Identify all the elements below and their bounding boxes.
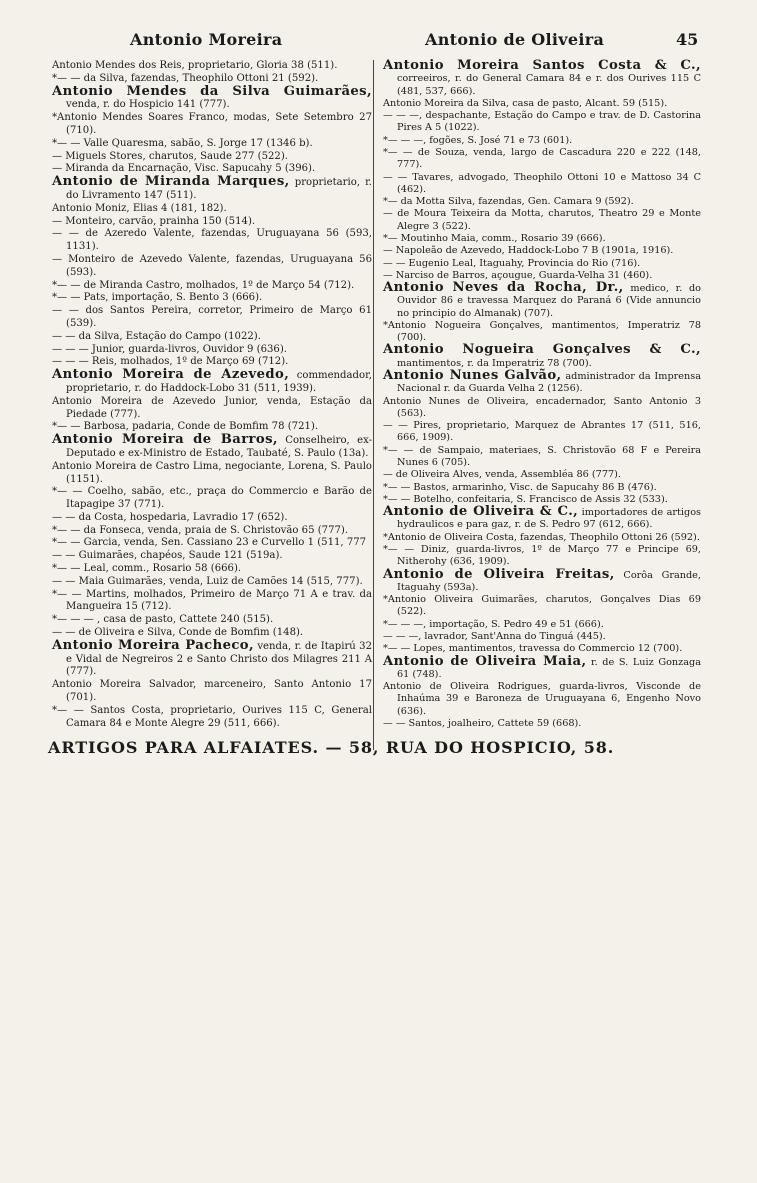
entry-text: *— — Barbosa, padaria, Conde de Bomfim 78 (721). — [52, 421, 319, 433]
directory-entry — [52, 461, 372, 487]
page-number: 45 — [676, 30, 699, 49]
entry-text: *— — da Fonseca, venda, praia de S. Christovão 65 (777). — [52, 524, 349, 536]
entry-name: Antonio Moreira Pacheco, — [52, 637, 254, 653]
entry-text: — Monteiro de Azevedo Valente, fazendas, Uruguayana 56 (593). — [52, 253, 372, 278]
directory-entry — [52, 60, 372, 73]
footer-advert: ARTIGOS PARA ALFAIATES. — 58, RUA DO HOSPICIO, 58. — [48, 738, 615, 757]
entry-text: — — da Silva, Estação do Campo (1022). — [52, 330, 261, 342]
directory-entry — [52, 331, 372, 344]
entry-text: Antonio Moreira de Azevedo Junior, venda, Estação da Piedade (777). — [52, 395, 372, 420]
directory-entry — [383, 208, 701, 233]
entry-text: — — dos Santos Pereira, corretor, Primeiro de Março 61 (539). — [52, 305, 372, 329]
header-right-title: Antonio de Oliveira — [425, 30, 605, 49]
directory-entry — [383, 718, 701, 730]
directory-entry — [383, 172, 701, 197]
entry-text: Antonio Mendes dos Reis, proprietario, Gloria 38 (511). — [52, 60, 338, 71]
entry-text: — — de Oliveira e Silva, Conde de Bomfim (148). — [52, 627, 304, 639]
entry-text: *Antonio Mendes Soares Franco, modas, Sete Setembro 27 (710). — [52, 112, 372, 136]
directory-entry — [383, 653, 701, 682]
entry-text: Conselheiro, ex-Deputado e ex-Ministro de Estado, Taubaté, S. Paulo (13a). — [66, 435, 372, 459]
directory-entry — [52, 254, 372, 280]
entry-text: venda, r. de Itapirú 32 e Vidal de Negreiros 2 e Santo Christo dos Milagres 211 A (777). — [66, 640, 372, 678]
entry-text: proprietario, r. do Livramento 147 (511). — [66, 177, 372, 201]
entry-name: Antonio de Oliveira Maia, — [383, 653, 587, 669]
entry-text: — — — Reis, molhados, 1º de Março 69 (712). — [52, 356, 289, 368]
directory-entry — [383, 233, 701, 245]
entry-text: Antonio Moreira Salvador, marceneiro, Santo Antonio 17 (701). — [52, 679, 372, 704]
directory-entry — [52, 151, 372, 164]
directory-entry — [52, 486, 372, 512]
entry-text: importadores de artigos hydraulicos e para gaz, r. de S. Pedro 97 (612, 666). — [397, 507, 701, 531]
entry-text: *— — Valle Quaresma, sabão, S. Jorge 17 (1346 b). — [52, 137, 313, 149]
directory-entry — [383, 135, 701, 147]
entry-text: — Napoleão de Azevedo, Haddock-Lobo 7 B (1901a, 1916). — [383, 245, 674, 257]
entry-name: Antonio Nogueira Gonçalves & C., — [383, 342, 701, 358]
directory-entry — [383, 631, 701, 643]
entry-text: — — Santos, joalheiro, Cattete 59 (668). — [383, 717, 582, 729]
left-column — [52, 60, 372, 730]
entry-text: medico, r. do Ouvidor 86 e travessa Marquez do Paraná 6 (Vide annuncio no principio do Almanak) (707). — [397, 283, 702, 319]
directory-entry — [52, 112, 372, 138]
entry-text: *— — Lopes, mantimentos, travessa do Commercio 12 (700). — [383, 643, 683, 655]
directory-entry — [52, 292, 372, 305]
entry-text: mantimentos, r. da Imperatriz 78 (700). — [397, 357, 592, 369]
entry-name: Antonio Mendes da Silva Guimarães, — [52, 83, 372, 99]
entry-name: Antonio de Oliveira Freitas, — [383, 566, 615, 582]
entry-text: *— — Santos Costa, proprietario, Ourives 115 C, General Camara 84 e Monte Alegre 29 (511, 666). — [52, 704, 372, 729]
directory-entry — [383, 532, 701, 544]
column-divider — [373, 60, 374, 750]
directory-entry — [52, 369, 372, 396]
entry-text: — Narciso de Barros, açougue, Guarda-Velha 31 (460). — [383, 269, 653, 281]
directory-entry — [52, 679, 372, 705]
directory-entry — [383, 594, 701, 619]
directory-entry — [383, 147, 701, 172]
entry-text: *— — Leal, comm., Rosario 58 (666). — [52, 563, 242, 575]
directory-entry — [383, 245, 701, 257]
entry-text: venda, r. do Hospicio 141 (777). — [66, 99, 230, 111]
entry-text: — — Eugenio Leal, Itaguahy, Provincia do Rio (716). — [383, 257, 641, 269]
directory-entry — [52, 525, 372, 538]
directory-entry — [52, 228, 372, 254]
entry-text: *— — —, fogões, S. José 71 e 73 (601). — [383, 134, 573, 146]
entry-text: *Antonio de Oliveira Costa, fazendas, Theophilo Ottoni 26 (592). — [383, 531, 700, 543]
entry-text: — — —, lavrador, Sant'Anna do Tinguá (445). — [383, 630, 606, 642]
entry-text: — de Oliveira Alves, venda, Assembléa 86 (777). — [383, 469, 622, 481]
directory-entry — [383, 396, 701, 421]
entry-text: — Monteiro, carvão, prainha 150 (514). — [52, 215, 256, 227]
entry-text: commendador, proprietario, r. do Haddock-Lobo 31 (511, 1939). — [66, 370, 373, 394]
directory-entry — [52, 83, 372, 113]
directory-entry — [52, 138, 372, 151]
directory-entry — [383, 282, 701, 320]
directory-entry — [383, 506, 701, 532]
entry-text: *Antonio Oliveira Guimarães, charutos, Gonçalves Dias 69 (522). — [383, 594, 701, 618]
entry-text: correeiros, r. do General Camara 84 e r. dos Ourives 115 C (481, 537, 666). — [397, 73, 701, 97]
entry-text: *— — Martins, molhados, Primeiro de Março 71 A e trav. da Mangueira 15 (712). — [52, 588, 372, 613]
entry-text: — — de Azeredo Valente, fazendas, Uruguayana 56 (593, 1131). — [52, 228, 372, 253]
entry-text: — de Moura Teixeira da Motta, charutos, Theatro 29 e Monte Alegre 3 (522). — [383, 208, 701, 232]
entry-text: *— — —, importação, S. Pedro 49 e 51 (666). — [383, 618, 604, 630]
directory-entry — [52, 396, 372, 422]
directory-entry — [383, 544, 701, 569]
entry-text: *— — — , casa de pasto, Cattete 240 (515). — [52, 614, 274, 626]
entry-text: — Miranda da Encarnação, Visc. Sapucahy 5 (396). — [52, 163, 316, 175]
entry-text: Antonio Nunes de Oliveira, encadernador, Santo Antonio 3 (563). — [383, 395, 701, 419]
entry-text: r. de S. Luiz Gonzaga 61 (748). — [397, 656, 701, 680]
entry-text: *— — Botelho, confeitaria, S. Francisco de Assis 32 (533). — [383, 493, 668, 505]
directory-entry — [383, 258, 701, 270]
directory-entry — [383, 344, 701, 370]
entry-text: — — — Junior, guarda-livros, Ouvidor 9 (636). — [52, 343, 288, 355]
entry-text: *— — da Silva, fazendas, Theophilo Ottoni 21 (592). — [52, 72, 319, 84]
directory-entry — [383, 60, 701, 98]
directory-entry — [383, 566, 701, 595]
directory-entry — [52, 512, 372, 525]
directory-entry — [52, 589, 372, 615]
directory-entry — [52, 614, 372, 627]
directory-entry — [52, 637, 372, 679]
entry-text: *— — de Sampaio, materiaes, S. Christovão 68 F e Pereira Nunes 6 (705). — [383, 444, 701, 468]
directory-entry — [52, 344, 372, 357]
directory-entry — [52, 434, 372, 461]
header-left-title: Antonio Moreira — [130, 30, 283, 49]
entry-text: — — Maia Guimarães, venda, Luiz de Camões 14 (515, 777). — [52, 575, 363, 587]
directory-entry — [52, 576, 372, 589]
entry-text: Antonio Moniz, Elias 4 (181, 182). — [52, 202, 227, 214]
entry-text: administrador da Imprensa Nacional r. da Guarda Velha 2 (1256). — [397, 371, 701, 395]
entry-text: — — da Costa, hospedaria, Lavradio 17 (652). — [52, 511, 288, 523]
entry-name: Antonio Moreira Santos Costa & C., — [383, 58, 701, 73]
entry-text: *— — Garcia, venda, Sen. Cassiano 23 e Curvello 1 (511, 777 — [52, 537, 367, 549]
directory-entry — [383, 681, 701, 718]
entry-text: *— — Diniz, guarda-livros, 1º de Março 77 e Principe 69, Nitherohy (636, 1909). — [383, 543, 701, 568]
directory-entry — [383, 370, 701, 396]
entry-name: Antonio Nunes Galvão, — [383, 368, 562, 384]
directory-entry — [383, 196, 701, 208]
directory-entry — [383, 445, 701, 470]
entry-text: *— — Coelho, sabão, etc., praça do Commercio e Barão de Itapagipe 37 (771). — [52, 486, 372, 511]
directory-entry — [52, 537, 372, 550]
entry-text: *— — de Miranda Castro, molhados, 1º de Março 54 (712). — [52, 279, 355, 291]
right-column — [383, 60, 701, 730]
entry-name: Antonio de Miranda Marques, — [52, 174, 290, 190]
entry-text: Antonio Moreira da Silva, casa de pasto, Alcant. 59 (515). — [383, 97, 668, 109]
directory-entry — [52, 280, 372, 293]
directory-entry — [383, 98, 701, 110]
entry-text: — — —, despachante, Estação do Campo e trav. de D. Castorina Pires A 5 (1022). — [383, 110, 701, 134]
entry-text: *— Moutinho Maia, comm., Rosario 39 (666). — [383, 232, 606, 244]
entry-name: Antonio Moreira de Barros, — [52, 432, 278, 448]
directory-entry — [383, 619, 701, 631]
directory-entry — [52, 176, 372, 203]
directory-entry — [52, 305, 372, 331]
entry-name: Antonio Moreira de Azevedo, — [52, 367, 290, 383]
directory-entry — [383, 469, 701, 481]
directory-entry — [383, 110, 701, 135]
entry-text: *— — Pats, importação, S. Bento 3 (666). — [52, 292, 263, 304]
page-header — [0, 30, 757, 54]
directory-entry — [383, 420, 701, 445]
entry-name: Antonio de Oliveira & C., — [383, 504, 579, 520]
directory-entry — [383, 320, 701, 345]
directory-entry — [52, 203, 372, 216]
entry-text: Antonio de Oliveira Rodrigues, guarda-livros, Visconde de Inhaúma 39 e Baroneza de Uruguayana 6, Engenho Novo (636). — [383, 681, 701, 717]
entry-text: — — Guimarães, chapéos, Saude 121 (519a). — [52, 550, 283, 562]
entry-text: *Antonio Nogueira Gonçalves, mantimentos, Imperatriz 78 (700). — [383, 319, 701, 344]
entry-text: — Miguels Stores, charutos, Saude 277 (522). — [52, 150, 288, 162]
entry-text: Antonio Moreira de Castro Lima, negociante, Lorena, S. Paulo (1151). — [52, 460, 372, 485]
entry-text: — — Pires, proprietario, Marquez de Abrantes 17 (511, 516, 666, 1909). — [383, 420, 701, 444]
entry-text: — — Tavares, advogado, Theophilo Ottoni 10 e Mattoso 34 C (462). — [383, 171, 701, 195]
directory-entry — [52, 550, 372, 563]
directory-entry — [383, 482, 701, 494]
entry-text: *— — Bastos, armarinho, Visc. de Sapucahy 86 B (476). — [383, 481, 657, 493]
directory-entry — [52, 563, 372, 576]
directory-entry — [52, 705, 372, 731]
entry-name: Antonio Neves da Rocha, Dr., — [383, 280, 624, 296]
entry-text: *— da Motta Silva, fazendas, Gen. Camara 9 (592). — [383, 196, 634, 208]
entry-text: Corôa Grande, Itaguahy (593a). — [397, 569, 701, 593]
directory-entry — [52, 216, 372, 229]
entry-text: *— — de Souza, venda, largo de Cascadura 220 e 222 (148, 777). — [383, 146, 701, 171]
